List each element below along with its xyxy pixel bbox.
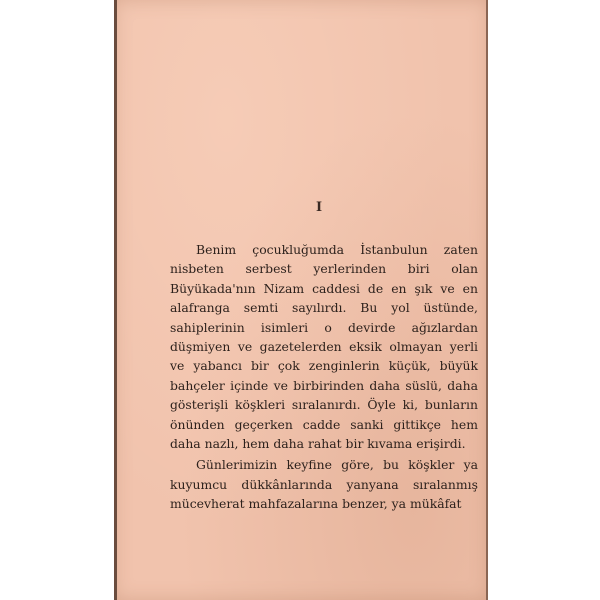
chapter-number: I xyxy=(316,200,323,215)
paragraph-2: Günlerimizin keyfine göre, bu köşkler ya kuyumcu dükkânlarında yanyana sıralanmış mücevherat mahfazalarına benzer, ya mükâfat xyxy=(170,457,478,512)
book-page xyxy=(114,0,488,600)
page-edge-left xyxy=(114,0,117,600)
page-edge-right xyxy=(486,0,488,600)
paragraph-1: Benim çocukluğumda İstanbulun zaten nisbeten serbest yerlerinden biri olan Büyükada'nın Nizam caddesi de en şık ve en alafranga semti sayılırdı. Bu yol üstünde, sahiplerinin isimleri o devirde ağızlardan düşmiyen ve gazetelerden eksik olmayan yerli ve yabancı bir çok zenginlerin küçük, büyük bahçeler içinde ve birbirinden daha süslü, daha gösterişli köşkleri sıralanırdı. Öyle ki, bunların önünden geçerken cadde sanki gittikçe hem daha nazlı, hem daha rahat bir kıvama erişirdi. xyxy=(170,242,478,452)
body-text xyxy=(170,240,478,514)
